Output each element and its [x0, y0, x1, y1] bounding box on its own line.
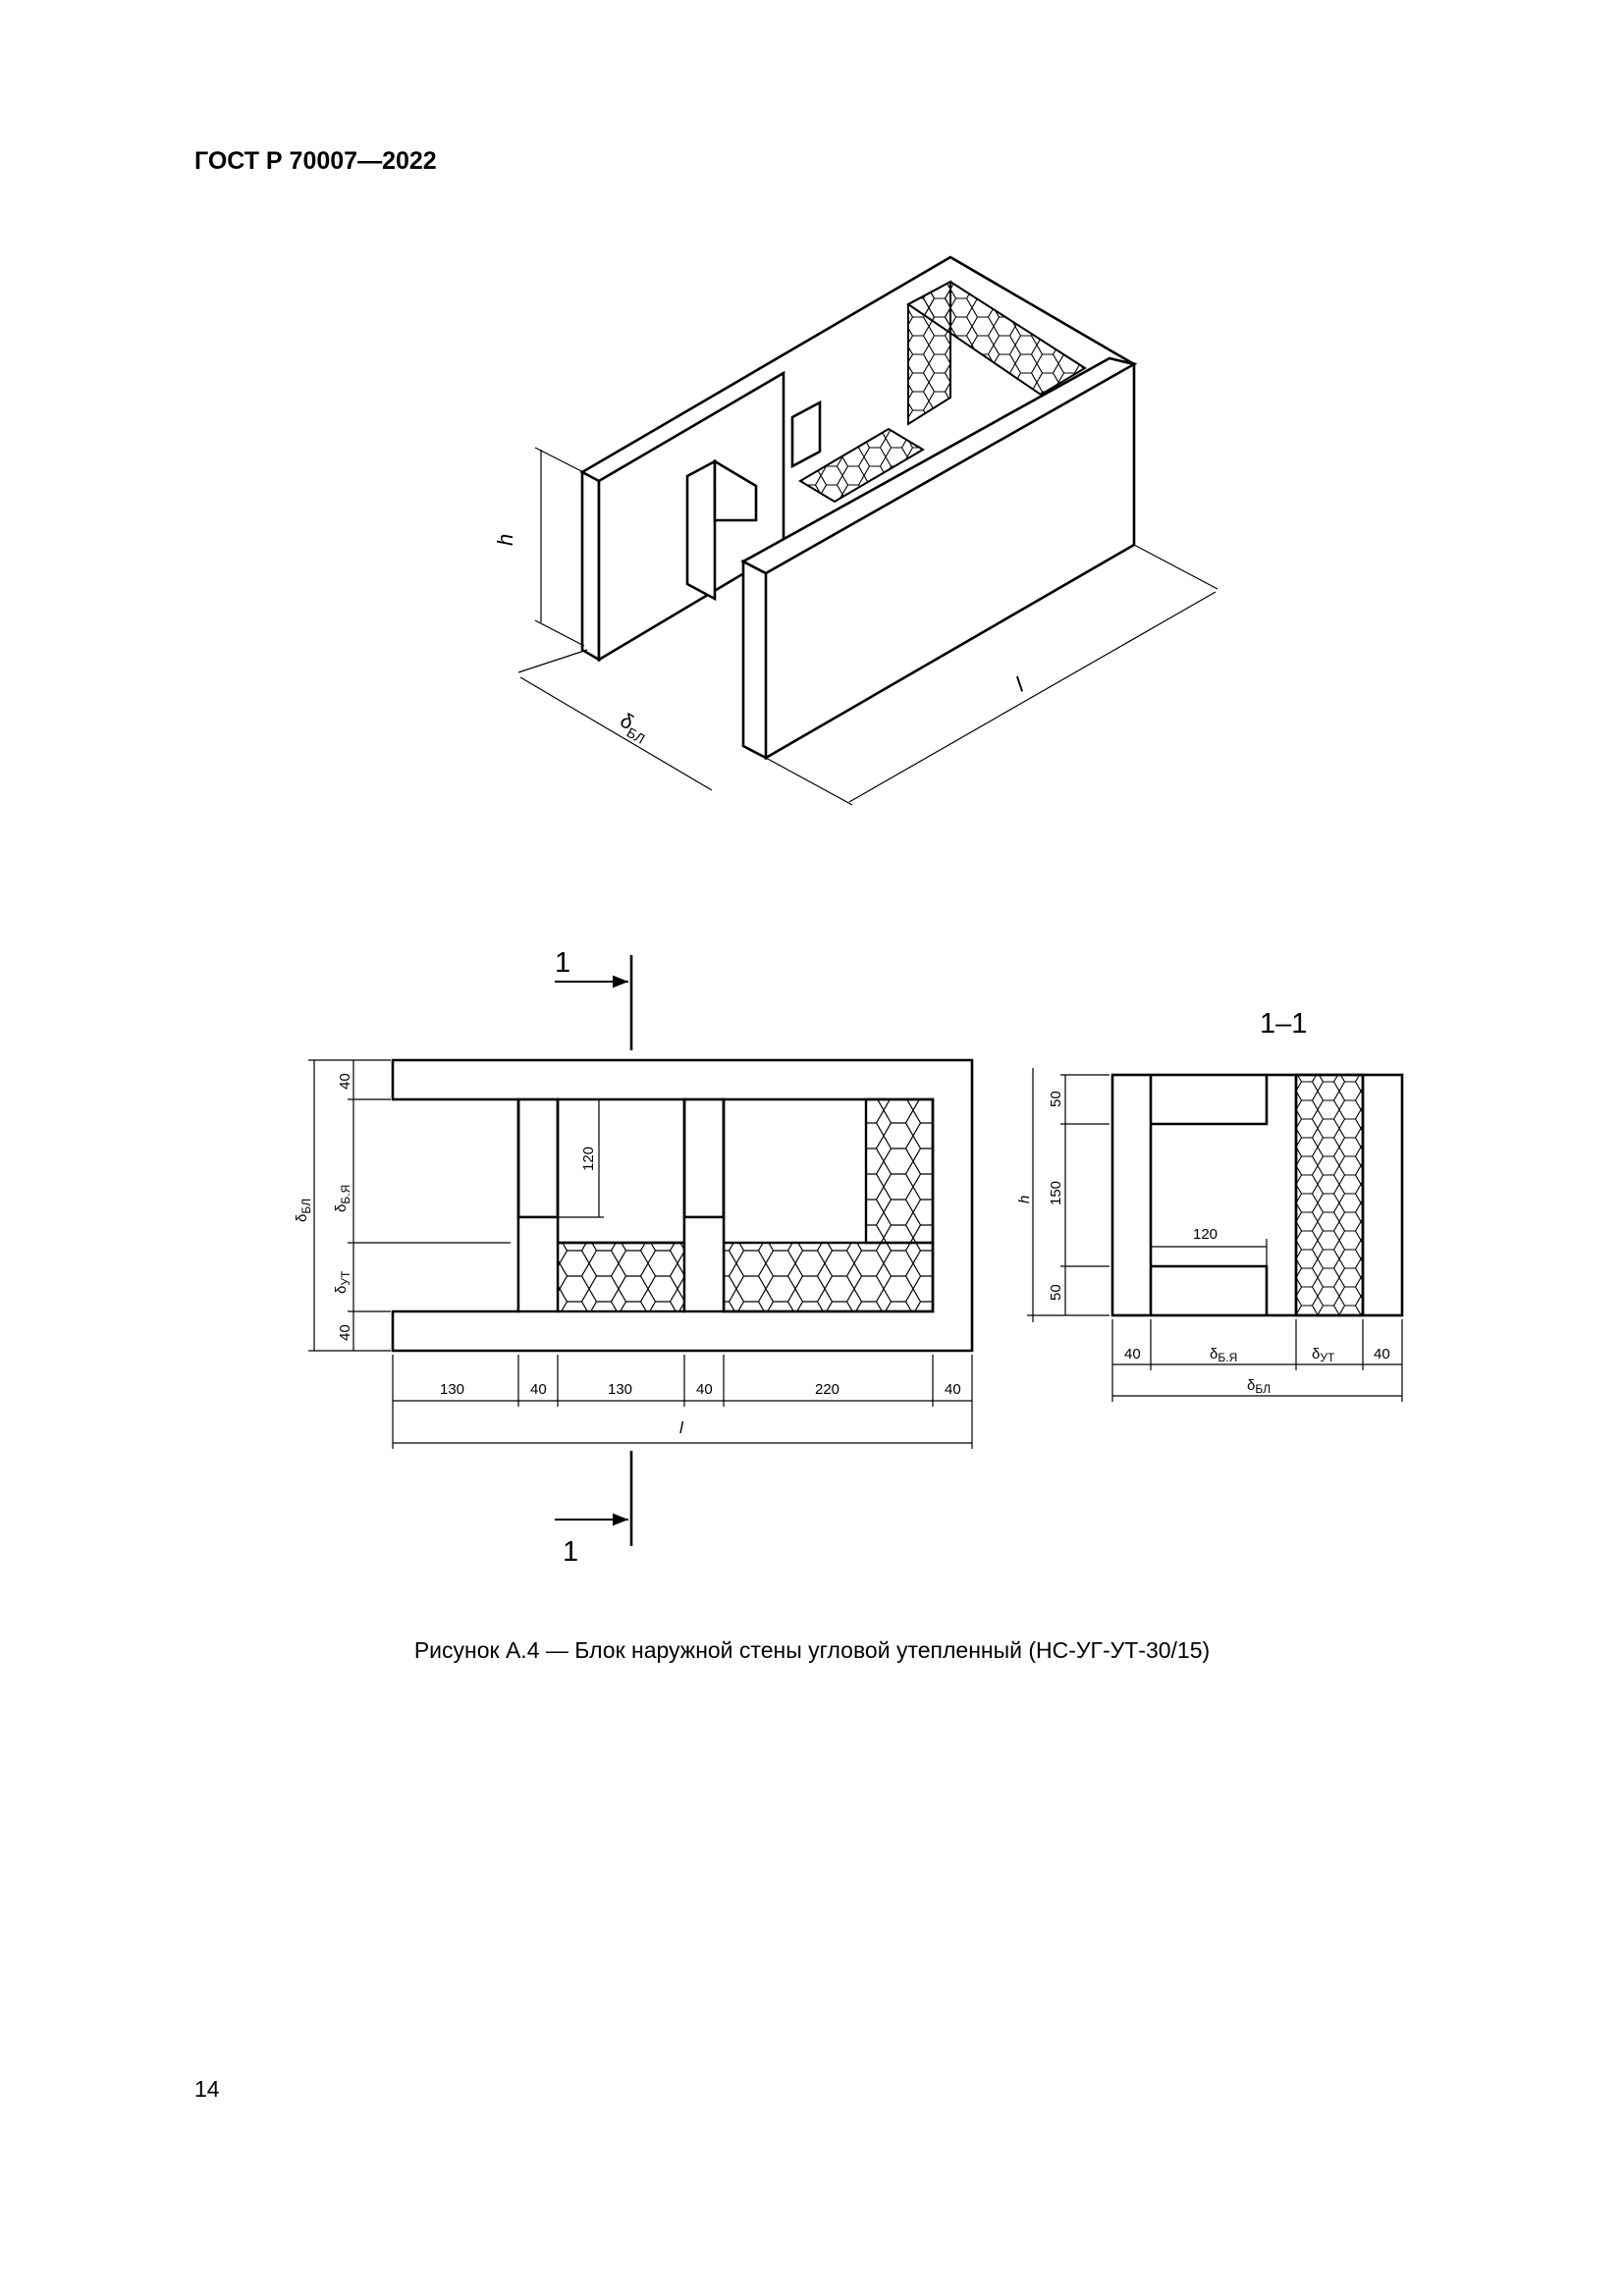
plan-left-dimensions: [294, 1060, 511, 1351]
section-dim-ut: $\delta_{УТ}$: [1312, 1346, 1335, 1364]
h-label: h: [493, 533, 517, 546]
section-view: [1112, 1008, 1402, 1315]
section-dim-40b: 40: [1374, 1346, 1390, 1362]
section-dim-40a: 40: [1124, 1346, 1141, 1362]
dimension-delta-bl: [518, 650, 712, 790]
plan-dim-130b: 130: [608, 1381, 633, 1398]
plan-bottom-dimensions: [393, 1355, 972, 1449]
plan-dim-top: 40: [337, 1073, 353, 1090]
section-dim-bl: $\delta_{БЛ}$: [1247, 1377, 1272, 1396]
plan-dim-40c: 40: [945, 1381, 961, 1398]
delta-bl-label: $\delta_{БЛ}$: [616, 709, 648, 747]
plan-dim-bl: $\delta_{БЛ}$: [294, 1198, 313, 1222]
section-mark-top: 1: [555, 947, 571, 979]
section-left-dimensions: [1016, 1068, 1110, 1322]
plan-dim-ut: $\delta_{УТ}$: [333, 1270, 352, 1294]
section-dim-mid: 150: [1048, 1180, 1064, 1205]
plan-dim-220: 220: [815, 1381, 840, 1398]
section-mark-bottom: 1: [563, 1536, 579, 1568]
plan-inner-dim: 120: [580, 1146, 597, 1171]
plan-dim-l: l: [679, 1418, 683, 1437]
section-dim-top: 50: [1048, 1091, 1064, 1107]
section-dim-bya: $\delta_{Б.Я}$: [1210, 1346, 1238, 1364]
document-code: ГОСТ Р 70007—2022: [194, 147, 437, 175]
plan-dim-bottom: 40: [337, 1324, 353, 1341]
page-number: 14: [194, 2076, 220, 2102]
dimension-h: [493, 448, 589, 646]
plan-dim-40a: 40: [530, 1381, 547, 1398]
section-inner-dim: 120: [1193, 1226, 1218, 1243]
plan-dim-bya: $\delta_{Б.Я}$: [333, 1184, 352, 1212]
plan-dim-130a: 130: [440, 1381, 465, 1398]
isometric-block-view: [582, 257, 1134, 758]
section-dim-bottom: 50: [1048, 1284, 1064, 1301]
l-label: l: [1011, 672, 1028, 697]
plan-dim-40b: 40: [696, 1381, 713, 1398]
section-title: 1–1: [1260, 1008, 1308, 1040]
section-dim-h: h: [1016, 1195, 1033, 1203]
figure-caption: Рисунок А.4 — Блок наружной стены угловой утепленный (НС-УГ-УТ-30/15): [413, 1637, 1211, 1663]
plan-view: [393, 947, 972, 1568]
section-bottom-dimensions: [1112, 1319, 1402, 1402]
